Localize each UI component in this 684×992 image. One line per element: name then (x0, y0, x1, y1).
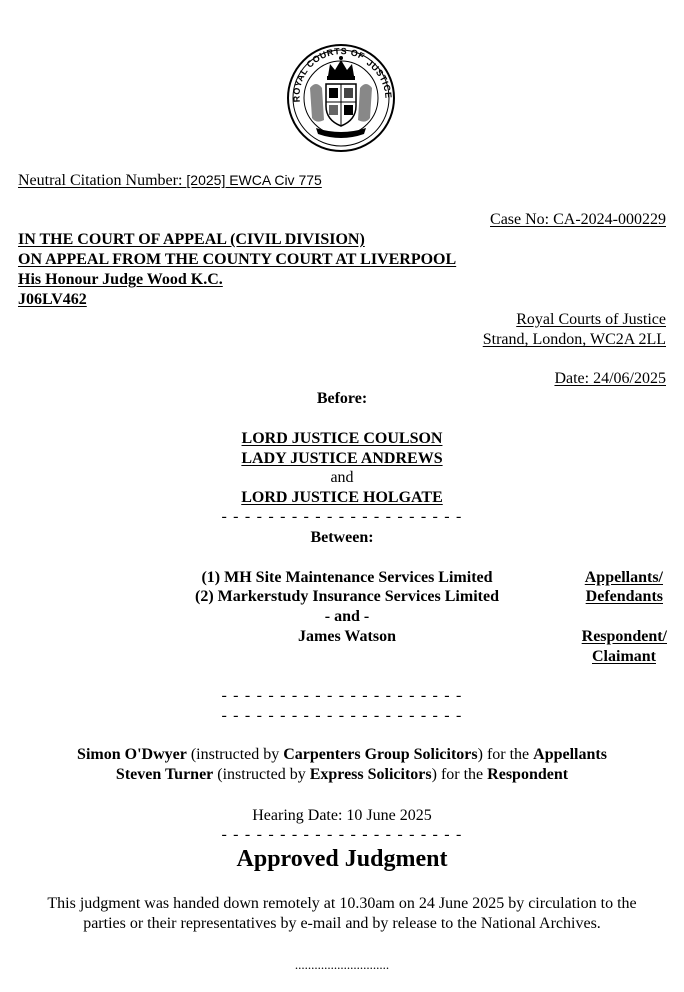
document-title: Approved Judgment (236, 846, 448, 872)
judges-and: and (330, 469, 354, 486)
neutral-citation-label: Neutral Citation Number: (18, 172, 187, 189)
royal-courts-seal (286, 40, 396, 152)
appellant-role-2: Defendants (585, 588, 663, 605)
parties-and: - and - (324, 608, 370, 625)
lower-court-judge: His Honour Judge Wood K.C. (18, 271, 223, 288)
separator-4: - - - - - - - - - - - - - - - - - - - - - (221, 826, 463, 843)
appellant-2: (2) Markerstudy Insurance Services Limited (195, 588, 499, 605)
respondent-role-1: Respondent/ (581, 628, 667, 645)
before-label: Before: (316, 390, 368, 407)
separator-2: - - - - - - - - - - - - - - - - - - - - - (221, 687, 463, 704)
judge-2: LADY JUSTICE ANDREWS (241, 450, 443, 467)
case-number: Case No: CA-2024-000229 (490, 211, 666, 228)
neutral-citation-value: [2025] EWCA Civ 775 (186, 172, 322, 188)
handed-down-line-2: parties or their representatives by e-mail and by release to the National Archives. (83, 915, 601, 932)
judge-1: LORD JUSTICE COULSON (241, 430, 443, 447)
separator-3: - - - - - - - - - - - - - - - - - - - - - (221, 707, 463, 724)
lower-court-case-ref: J06LV462 (18, 291, 87, 308)
hearing-date: Hearing Date: 10 June 2025 (252, 807, 432, 824)
counsel-appellants: Simon O'Dwyer (instructed by Carpenters Group Solicitors) for the Appellants (77, 746, 607, 763)
judge-3: LORD JUSTICE HOLGATE (241, 489, 443, 506)
counsel-respondent: Steven Turner (instructed by Express Solicitors) for the Respondent (115, 766, 569, 783)
court-location-line-2: Strand, London, WC2A 2LL (482, 331, 666, 348)
svg-text:JUSTICE: JUSTICE (364, 57, 394, 100)
handed-down-line-1: This judgment was handed down remotely at 10.30am on 24 June 2025 by circulation to the (47, 895, 637, 912)
court-location-line-1: Royal Courts of Justice (516, 311, 666, 328)
appellant-1: (1) MH Site Maintenance Services Limited (201, 569, 493, 586)
neutral-citation (18, 170, 322, 191)
respondent-name: James Watson (298, 628, 396, 645)
between-label: Between: (310, 529, 374, 546)
svg-text:ROYAL COURTS OF: ROYAL COURTS OF (291, 46, 367, 103)
signature-line: ............................. (294, 957, 390, 972)
respondent-role-2: Claimant (592, 648, 656, 665)
court-line-2: ON APPEAL FROM THE COUNTY COURT AT LIVERPOOL (18, 251, 457, 268)
judgment-date: Date: 24/06/2025 (554, 370, 666, 387)
court-line-1: IN THE COURT OF APPEAL (CIVIL DIVISION) (18, 231, 365, 248)
appellant-role-1: Appellants/ (584, 569, 663, 586)
separator-1: - - - - - - - - - - - - - - - - - - - - - (221, 508, 463, 525)
